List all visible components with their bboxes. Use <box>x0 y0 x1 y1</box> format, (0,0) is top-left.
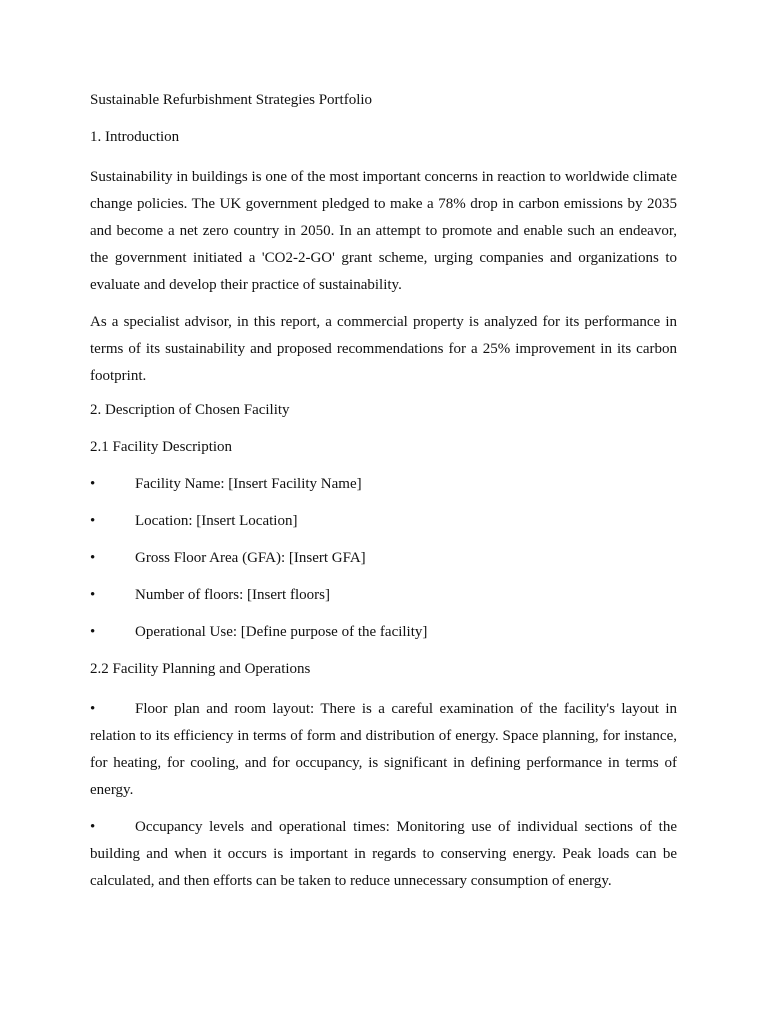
section-2-heading: 2. Description of Chosen Facility <box>90 402 290 418</box>
intro-paragraph-1: Sustainability in buildings is one of the most important concerns in reaction to worldwide climate change policies. The UK government pledged to make a 78% drop in carbon emissions by 2035 and become a net zero country in 2050. In an attempt to promote and enable such an endeavor, the government initiated a 'CO2-2-GO' grant scheme, urging companies and organizations to evaluate and develop their practice of sustainability. <box>90 169 677 293</box>
document-page <box>90 90 677 905</box>
bullet-icon: • <box>90 587 96 603</box>
list-item-location <box>90 511 677 531</box>
list-item-operational-use <box>90 622 677 642</box>
list-item-floor-plan <box>90 696 677 804</box>
bullet-icon: • <box>90 513 96 529</box>
section-1-heading: 1. Introduction <box>90 129 180 145</box>
list-item-text: Facility Name: [Insert Facility Name] <box>135 476 362 492</box>
intro-paragraph-2: As a specialist advisor, in this report, a commercial property is analyzed for its performance in terms of its sustainability and proposed recommendations for a 25% improvement in its carbon footprint. <box>90 314 677 384</box>
list-item-text: Operational Use: [Define purpose of the facility] <box>135 624 428 640</box>
list-item-floors <box>90 585 677 605</box>
list-item-gfa <box>90 548 677 568</box>
list-item-facility-name <box>90 474 677 494</box>
bullet-icon: • <box>90 624 96 640</box>
list-item-text: Location: [Insert Location] <box>135 513 298 529</box>
list-item-occupancy <box>90 814 677 895</box>
bullet-icon: • <box>90 701 96 717</box>
document-title: Sustainable Refurbishment Strategies Portfolio <box>90 92 373 108</box>
section-2-1-heading: 2.1 Facility Description <box>90 439 233 455</box>
list-item-text: Gross Floor Area (GFA): [Insert GFA] <box>135 550 366 566</box>
bullet-icon: • <box>90 476 96 492</box>
list-item-text: Floor plan and room layout: There is a careful examination of the facility's layout in relation to its efficiency in terms of form and distribution of energy. Space planning, for instance, for heating, for cooling, and for occupancy, is significant in defining performance in terms of energy. <box>90 701 677 798</box>
section-2-2-heading: 2.2 Facility Planning and Operations <box>90 661 311 677</box>
bullet-icon: • <box>90 819 96 835</box>
list-item-text: Occupancy levels and operational times: Monitoring use of individual sections of the building and when it occurs is important in regards to conserving energy. Peak loads can be calculated, and then efforts can be taken to reduce unnecessary consumption of energy. <box>90 819 677 889</box>
list-item-text: Number of floors: [Insert floors] <box>135 587 330 603</box>
bullet-icon: • <box>90 550 96 566</box>
